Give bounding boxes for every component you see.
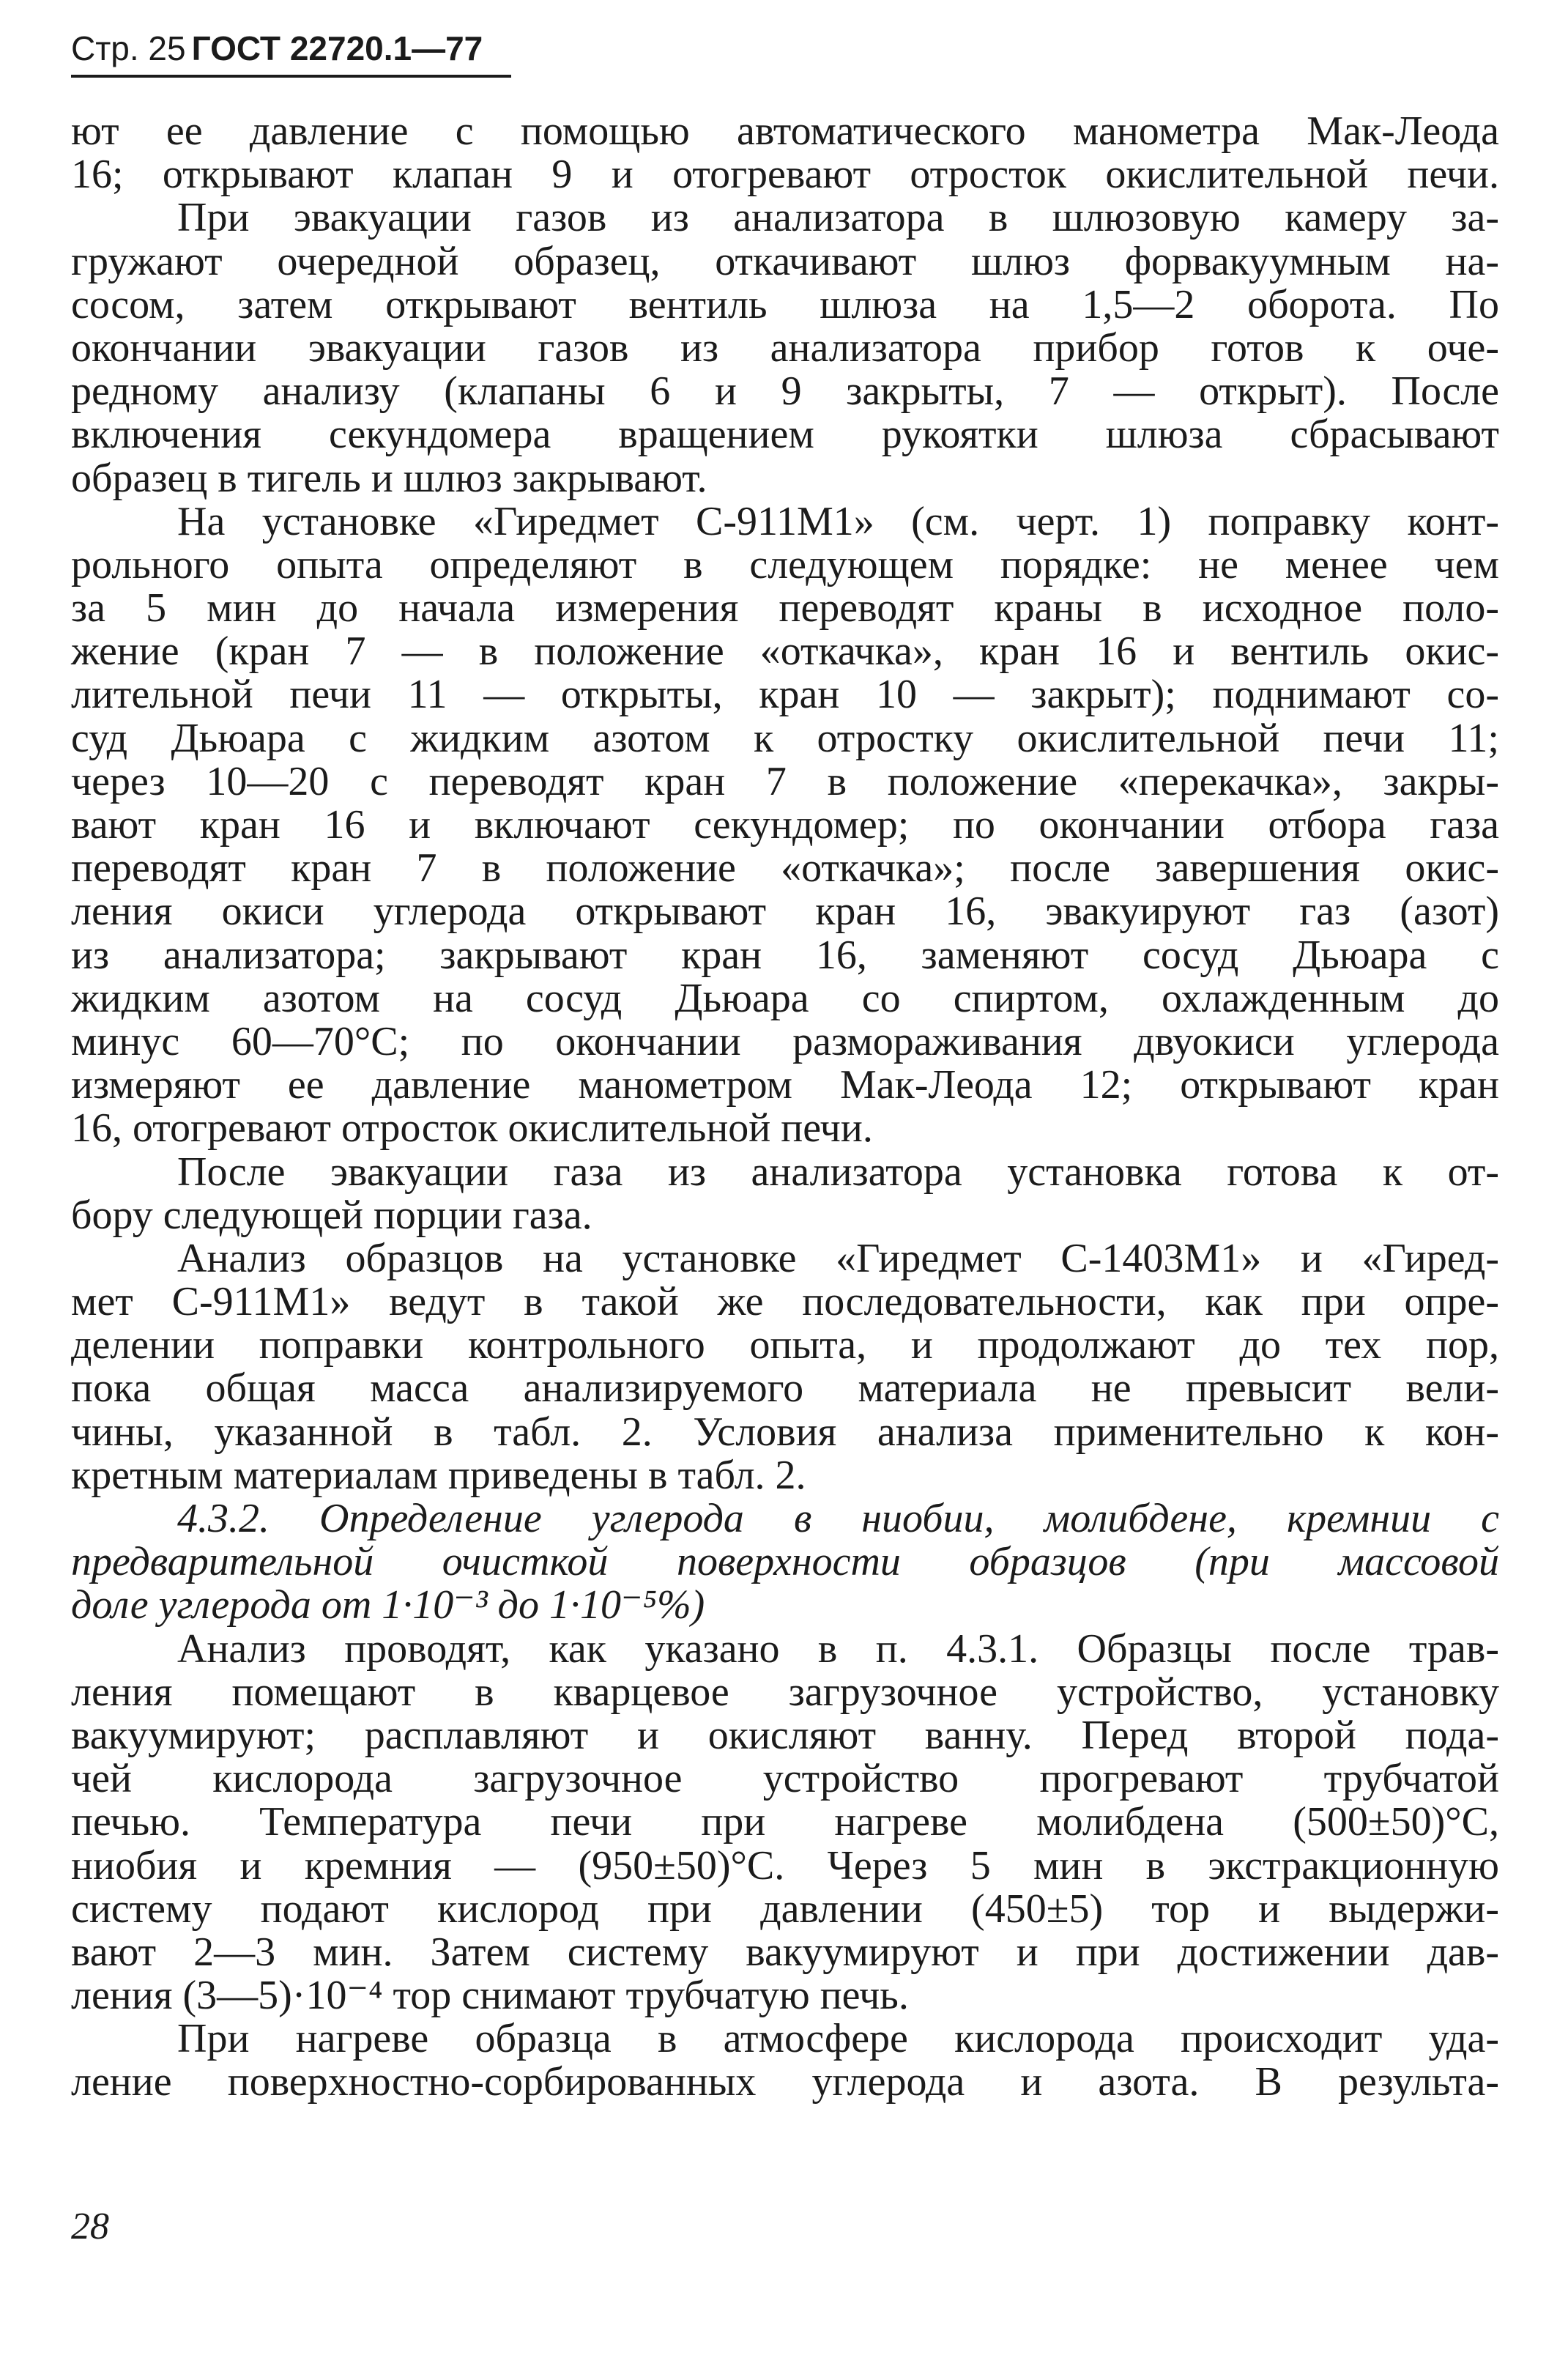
text-line: редному анализу (клапаны 6 и 9 закрыты, 7 — открыт). После: [71, 368, 1499, 415]
text-line: мет С-911М1» ведут в такой же последовательности, как при опре-: [71, 1279, 1499, 1325]
text-line: После эвакуации газа из анализатора установка готова к от-: [177, 1149, 1499, 1195]
text-line: через 10—20 с переводят кран 7 в положение «перекачка», закры-: [71, 758, 1499, 804]
text-line: за 5 мин до начала измерения переводят краны в исходное поло-: [71, 585, 1499, 631]
text-line: переводят кран 7 в положение «откачка»; после завершения окис-: [71, 845, 1499, 891]
text-line: чей кислорода загрузочное устройство прогревают трубчатой: [71, 1756, 1499, 1802]
text-line: 16; открывают клапан 9 и отогревают отросток окислительной печи.: [71, 152, 1499, 198]
text-line: жение (кран 7 — в положение «откачка», кран 16 и вентиль окис-: [71, 629, 1499, 675]
text-line: жидким азотом на сосуд Дьюара со спиртом, охлажденным до: [71, 975, 1499, 1021]
text-line: пока общая масса анализируемого материала не превысит вели-: [71, 1365, 1499, 1412]
text-line: Анализ образцов на установке «Гиредмет С-1403М1» и «Гиред-: [177, 1235, 1499, 1281]
page-header: [71, 25, 511, 78]
text-line: гружают очередной образец, откачивают шлюз форвакуумным на-: [71, 238, 1499, 284]
text-line: включения секундомера вращением рукоятки шлюза сбрасывают: [71, 412, 1499, 458]
text-line: чины, указанной в табл. 2. Условия анализа применительно к кон-: [71, 1409, 1499, 1455]
text-line: лительной печи 11 — открыты, кран 10 — закрыт); поднимают со-: [71, 672, 1499, 718]
text-line: При эвакуации газов из анализатора в шлюзовую камеру за-: [177, 195, 1499, 241]
body-text: [71, 110, 1499, 2105]
text-line: окончании эвакуации газов из анализатора прибор готов к оче-: [71, 325, 1499, 371]
text-line: измеряют ее давление манометром Мак-Леода 12; открывают кран: [71, 1062, 1499, 1108]
text-line: вают кран 16 и включают секундомер; по окончании отбора газа: [71, 802, 1499, 848]
text-line: вакуумируют; расплавляют и окисляют ванну. Перед второй пода-: [71, 1712, 1499, 1758]
text-line: ют ее давление с помощью автоматического манометра Мак-Леода: [71, 108, 1499, 154]
text-line: кретным материалам приведены в табл. 2.: [71, 1452, 806, 1498]
text-line: из анализатора; закрывают кран 16, заменяют сосуд Дьюара с: [71, 932, 1499, 978]
text-line: ления (3—5)·10⁻⁴ тор снимают трубчатую печь.: [71, 1973, 909, 2019]
text-line: сосом, затем открывают вентиль шлюза на 1,5—2 оборота. По: [71, 281, 1499, 327]
text-line: 16, отогревают отросток окислительной печи.: [71, 1105, 873, 1152]
text-line: систему подают кислород при давлении (450±5) тор и выдержи-: [71, 1886, 1499, 1932]
section-heading-line: 4.3.2. Определение углерода в ниобии, молибдене, кремнии с: [177, 1496, 1499, 1541]
text-line: делении поправки контрольного опыта, и продолжают до тех пор,: [71, 1322, 1499, 1368]
text-line: ление поверхностно-сорбированных углерода и азота. В результа-: [71, 2059, 1499, 2105]
standard-number: ГОСТ 22720.1—77: [191, 29, 483, 67]
page-label: Стр. 25: [71, 29, 186, 67]
text-line: печью. Температура печи при нагреве молибдена (500±50)°С,: [71, 1799, 1499, 1845]
text-line: ниобия и кремния — (950±50)°С. Через 5 мин в экстракционную: [71, 1842, 1499, 1888]
section-heading-line: доле углерода от 1·10⁻³ до 1·10⁻⁵%): [71, 1582, 705, 1628]
text-line: рольного опыта определяют в следующем порядке: не менее чем: [71, 541, 1499, 587]
section-heading-line: предварительной очисткой поверхности образцов (при массовой: [71, 1539, 1499, 1585]
text-line: суд Дьюара с жидким азотом к отростку окислительной печи 11;: [71, 715, 1499, 761]
text-line: На установке «Гиредмет С-911М1» (см. черт. 1) поправку конт-: [177, 498, 1499, 544]
text-line: При нагреве образца в атмосфере кислорода происходит уда-: [177, 2016, 1499, 2062]
text-line: ления окиси углерода открывают кран 16, эвакуируют газ (азот): [71, 889, 1499, 935]
text-line: Анализ проводят, как указано в п. 4.3.1. Образцы после трав-: [177, 1625, 1499, 1672]
text-line: минус 60—70°С; по окончании размораживания двуокиси углерода: [71, 1018, 1499, 1064]
text-line: бору следующей порции газа.: [71, 1192, 592, 1238]
page-number: 28: [71, 2206, 109, 2247]
text-line: образец в тигель и шлюз закрывают.: [71, 455, 707, 501]
text-line: ления помещают в кварцевое загрузочное устройство, установку: [71, 1669, 1499, 1715]
text-line: вают 2—3 мин. Затем систему вакуумируют и при достижении дав-: [71, 1929, 1499, 1975]
